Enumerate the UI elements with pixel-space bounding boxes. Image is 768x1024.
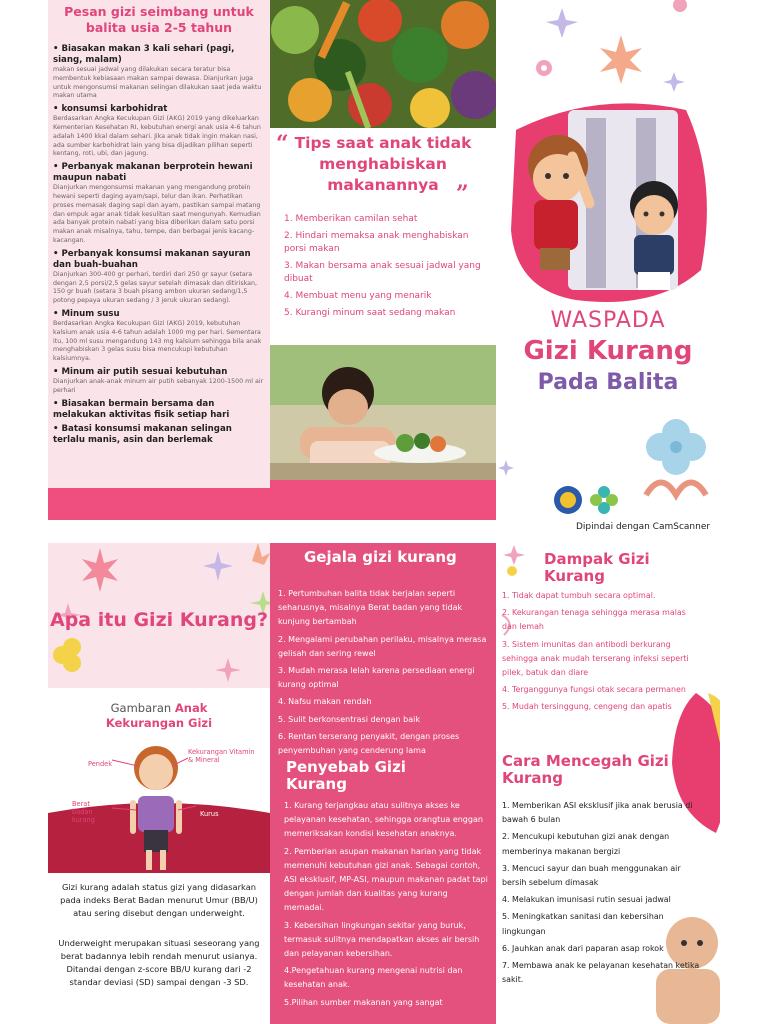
list-item bbox=[53, 367, 264, 396]
list-item: 2. Mengalami perubahan perilaku, misalnya merasa gelisah dan sering rewel bbox=[278, 634, 487, 658]
illustration-title-line2: Kekurangan Gizi bbox=[105, 716, 213, 730]
underweight-paragraph: Underweight merupakan situasi seseorang yang berat badannya lebih rendah menurut usianya. Ditandai dengan z-score BB/U kurang dari -2 standar deviasi (SD) sampai dengan -3 SD. bbox=[58, 938, 260, 987]
item-body: makan sesuai jadwal yang dilakukan secara teratur bisa membentuk kebiasaan makan sampai dewasa. Dianjurkan juga untuk mengonsumsi makanan selingan dilakukan saat jeda waktu makan utama bbox=[53, 66, 262, 100]
item-heading: • Perbanyak konsumsi makanan sayuran dan buah-buahan bbox=[53, 249, 264, 271]
list-item bbox=[53, 44, 264, 101]
sparkle-icon bbox=[503, 545, 525, 565]
flower-icon bbox=[646, 419, 706, 475]
list-item: 7. Membawa anak ke pelayanan kesehatan ketika sakit. bbox=[502, 961, 700, 985]
symptoms-causes-panel bbox=[270, 543, 496, 1024]
list-item: 5. Mudah tersinggung, cengeng dan apatis bbox=[502, 702, 672, 712]
item-heading: • Minum air putih sesuai kebutuhan bbox=[53, 367, 264, 378]
item-heading: • Minum susu bbox=[53, 309, 264, 320]
definition-title: Apa itu Gizi Kurang? bbox=[49, 609, 269, 631]
flower-icon bbox=[53, 638, 81, 672]
label-vitamin-deficiency: Kekurangan Vitamin & Mineral bbox=[188, 748, 255, 764]
list-item bbox=[53, 399, 264, 421]
pink-footer-strip bbox=[48, 488, 270, 520]
causes-title: Penyebab Gizi Kurang bbox=[286, 758, 406, 793]
list-item bbox=[53, 162, 264, 246]
impact-prevention-panel bbox=[496, 543, 720, 1024]
ministry-of-health-logo-icon bbox=[590, 486, 618, 514]
list-item: 1. Memberikan ASI eksklusif jika anak berusia di bawah 6 bulan bbox=[502, 801, 693, 825]
sparkle-icon bbox=[546, 8, 578, 38]
tips-list bbox=[284, 213, 490, 324]
list-item: 2. Hindari memaksa anak menghabiskan porsi makan bbox=[284, 231, 469, 254]
item-heading: • Perbanyak makanan berprotein hewani maupun nabati bbox=[53, 162, 264, 184]
list-item: 2. Mencukupi kebutuhan gizi anak dengan memberinya makanan bergizi bbox=[502, 832, 670, 856]
list-item: 5. Sulit berkonsentrasi dengan baik bbox=[278, 714, 420, 724]
list-item: 3. Kebersihan lingkungan sekitar yang buruk, termasuk sulitnya mendapatkan akses air bersih dan pelayanan kebersihan. bbox=[284, 920, 480, 959]
list-item: 1. Tidak dapat tumbuh secara optimal. bbox=[502, 591, 656, 600]
definition-paragraph: Gizi kurang adalah status gizi yang didasarkan pada indeks Berat Badan menurut Umur (BB/U) atau sering disebut dengan underweight. bbox=[60, 882, 258, 918]
item-body: Berdasarkan Angka Kecukupan Gizi (AKG) 2019, kebutuhan kalsium anak usia 4-6 tahun adalah 1000 mg per hari. Sementara itu, 100 ml susu mengandung 143 mg kalsium sehingga bila anak menghabiskan 3 gelas susu bisa mencukupi kebutuhan kalsiumnya. bbox=[53, 319, 262, 363]
balanced-nutrition-panel bbox=[48, 0, 270, 520]
cover-waspada: WASPADA bbox=[550, 308, 666, 333]
list-item: 6. Rentan terserang penyakit, dengan proses penyembuhan yang cenderung lama bbox=[278, 731, 460, 756]
list-item: 1. Pertumbuhan balita tidak berjalan seperti seharusnya, misalnya Berat badan yang tidak kunjung bertambah bbox=[278, 589, 463, 627]
government-logo-icon bbox=[554, 486, 582, 514]
list-item: 1. Memberikan camilan sehat bbox=[284, 214, 418, 224]
impact-title: Dampak Gizi Kurang bbox=[544, 550, 650, 585]
list-item: 6. Jauhkan anak dari paparan asap rokok bbox=[502, 943, 664, 953]
vegetables-illustration bbox=[270, 0, 496, 128]
tips-title: Tips saat anak tidak menghabiskan makanannya bbox=[294, 134, 472, 194]
flower-icon bbox=[600, 35, 642, 84]
item-heading: • Batasi konsumsi makanan selingan terlalu manis, asin dan berlemak bbox=[53, 424, 264, 446]
illustration-title-bold: Anak bbox=[174, 701, 208, 715]
vegetables-photo bbox=[270, 0, 496, 128]
open-quote-mark: “ bbox=[276, 131, 289, 157]
girl-photo-illustration bbox=[270, 345, 496, 480]
label-short: Pendek bbox=[88, 760, 113, 768]
list-item bbox=[53, 309, 264, 364]
label-thin: Kurus bbox=[200, 810, 219, 818]
symptoms-list bbox=[278, 587, 492, 761]
list-item: 4. Melakukan imunisasi rutin sesuai jadwal bbox=[502, 895, 671, 905]
list-item bbox=[53, 424, 264, 446]
cover-panel bbox=[496, 0, 720, 520]
list-item: 4. Nafsu makan rendah bbox=[278, 697, 372, 707]
item-heading: • konsumsi karbohidrat bbox=[53, 104, 264, 115]
flower-icon bbox=[82, 548, 118, 592]
list-item: 3. Mudah merasa lelah karena persediaan energi kurang optimal bbox=[278, 666, 475, 690]
label-underweight: Berat badan kurang bbox=[72, 800, 95, 824]
sparkle-icon bbox=[203, 551, 233, 581]
item-body: Berdasarkan Angka Kecukupan Gizi (AKG) 2019 yang dikeluarkan Kementerian Kesehatan RI, kebutuhan energi anak usia 4-6 tahun adalah 1400 kkal dalam sehari. Jika anak tidak ingin makan nasi, ada sumber karbohidrat lain yang bisa dijadikan pilihan seperti kentang, roti, ubi, dan jagung. bbox=[53, 115, 261, 158]
symptoms-title: Gejala gizi kurang bbox=[304, 548, 457, 566]
list-item: 5.Pilihan sumber makanan yang sangat bbox=[284, 997, 443, 1007]
list-item: 5. Meningkatkan sanitasi dan kebersihan lingkungan bbox=[502, 912, 664, 936]
list-item: 1. Kurang terjangkau atau sulitnya akses ke pelayanan kesehatan, sehingga orangtua enggan memeriksakan kondisi kesehatan anaknya. bbox=[284, 801, 483, 839]
flower-icon bbox=[507, 566, 517, 576]
list-item: 3. Makan bersama anak sesuai jadwal yang dibuat bbox=[284, 261, 481, 284]
list-item: 2. Kekurangan tenaga sehingga merasa malas dan lemah bbox=[502, 608, 686, 632]
list-item: 4. Terganggunya fungsi otak secara permanen bbox=[502, 685, 686, 695]
definition-panel bbox=[48, 543, 270, 1024]
list-item bbox=[53, 104, 264, 159]
list-item: 3. Sistem imunitas dan antibodi berkurang sehingga anak mudah terserang infeksi seperti pilek, batuk dan diare bbox=[502, 639, 689, 678]
cover-subtitle: Pada Balita bbox=[537, 370, 679, 395]
list-item bbox=[53, 249, 264, 306]
cover-decoration bbox=[496, 0, 720, 520]
tips-panel bbox=[270, 0, 496, 520]
list-item: 5. Kurangi minum saat sedang makan bbox=[284, 308, 456, 318]
flower-icon bbox=[252, 543, 270, 565]
list-item: 4. Membuat menu yang menarik bbox=[284, 291, 432, 301]
illustration-title bbox=[48, 701, 270, 731]
list-item: 4.Pengetahuan kurang mengenai nutrisi dan kesehatan anak. bbox=[284, 966, 463, 990]
impact-list bbox=[502, 589, 702, 718]
balanced-nutrition-title: Pesan gizi seimbang untuk balita usia 2-5 tahun bbox=[64, 4, 254, 35]
malnourished-child-illustration bbox=[48, 738, 270, 873]
item-heading: • Biasakan makan 3 kali sehari (pagi, siang, malam) bbox=[53, 44, 264, 66]
balanced-nutrition-list bbox=[48, 36, 270, 446]
brochure-inner-side bbox=[48, 543, 720, 1024]
list-item: 3. Mencuci sayur dan buah menggunakan air bersih sebelum dimasak bbox=[502, 863, 681, 888]
sparkle-icon bbox=[498, 460, 514, 476]
prevention-list bbox=[502, 799, 706, 990]
illustration-title-light: Gambaran bbox=[110, 701, 172, 715]
sparkle-icon bbox=[215, 658, 241, 682]
causes-list bbox=[284, 799, 488, 1013]
close-quote-mark: ” bbox=[456, 181, 469, 207]
brochure-outer-side bbox=[48, 0, 720, 520]
list-item: 2. Pemberian asupan makanan harian yang tidak memenuhi kebutuhan gizi anak. Sebagai contoh, ASI eksklusif, MP-ASI, maupun makanan padat tapi dengan jumlah dan kualitas yang kurang memadai. bbox=[284, 846, 488, 913]
girl-refusing-food-photo bbox=[270, 345, 496, 480]
pink-footer-strip bbox=[270, 480, 496, 520]
item-body: Dianjurkan 300-400 gr perhari, terdiri dari 250 gr sayur (setara dengan 2,5 porsi/2,5 gelas sayur setelah dimasak dan ditiriskan, 150 gr buah (setara 3 buah pisang ambon ukuran sedang/1,5 potong pepaya ukuran sedang / 3 jeruk ukuran sedang). bbox=[53, 270, 257, 305]
item-heading: • Biasakan bermain bersama dan melakukan aktivitas fisik setiap hari bbox=[53, 399, 264, 421]
prevention-title: Cara Mencegah Gizi Kurang bbox=[502, 752, 669, 787]
cover-title: Gizi Kurang bbox=[523, 336, 693, 366]
item-body: Dianjurkan anak-anak minum air putih sebanyak 1200-1500 ml air perhari bbox=[53, 377, 264, 394]
item-body: Dianjurkan mengonsumsi makanan yang mengandung protein hewani seperti daging ayam/sapi, telur dan ikan. Perhatikan proses memasak daging sapi dan ayam, pastikan sampai matang dan empuk agar anak tidak kesulitan saat mengunyah. Kemudian ada banyak protein nabati yang bisa diberikan dalam satu porsi makan anak misalnya, tahu, tempe, dan berbagai jenis kacang-kacangan. bbox=[53, 184, 261, 244]
scanner-watermark: Dipindai dengan CamScanner bbox=[576, 522, 711, 532]
